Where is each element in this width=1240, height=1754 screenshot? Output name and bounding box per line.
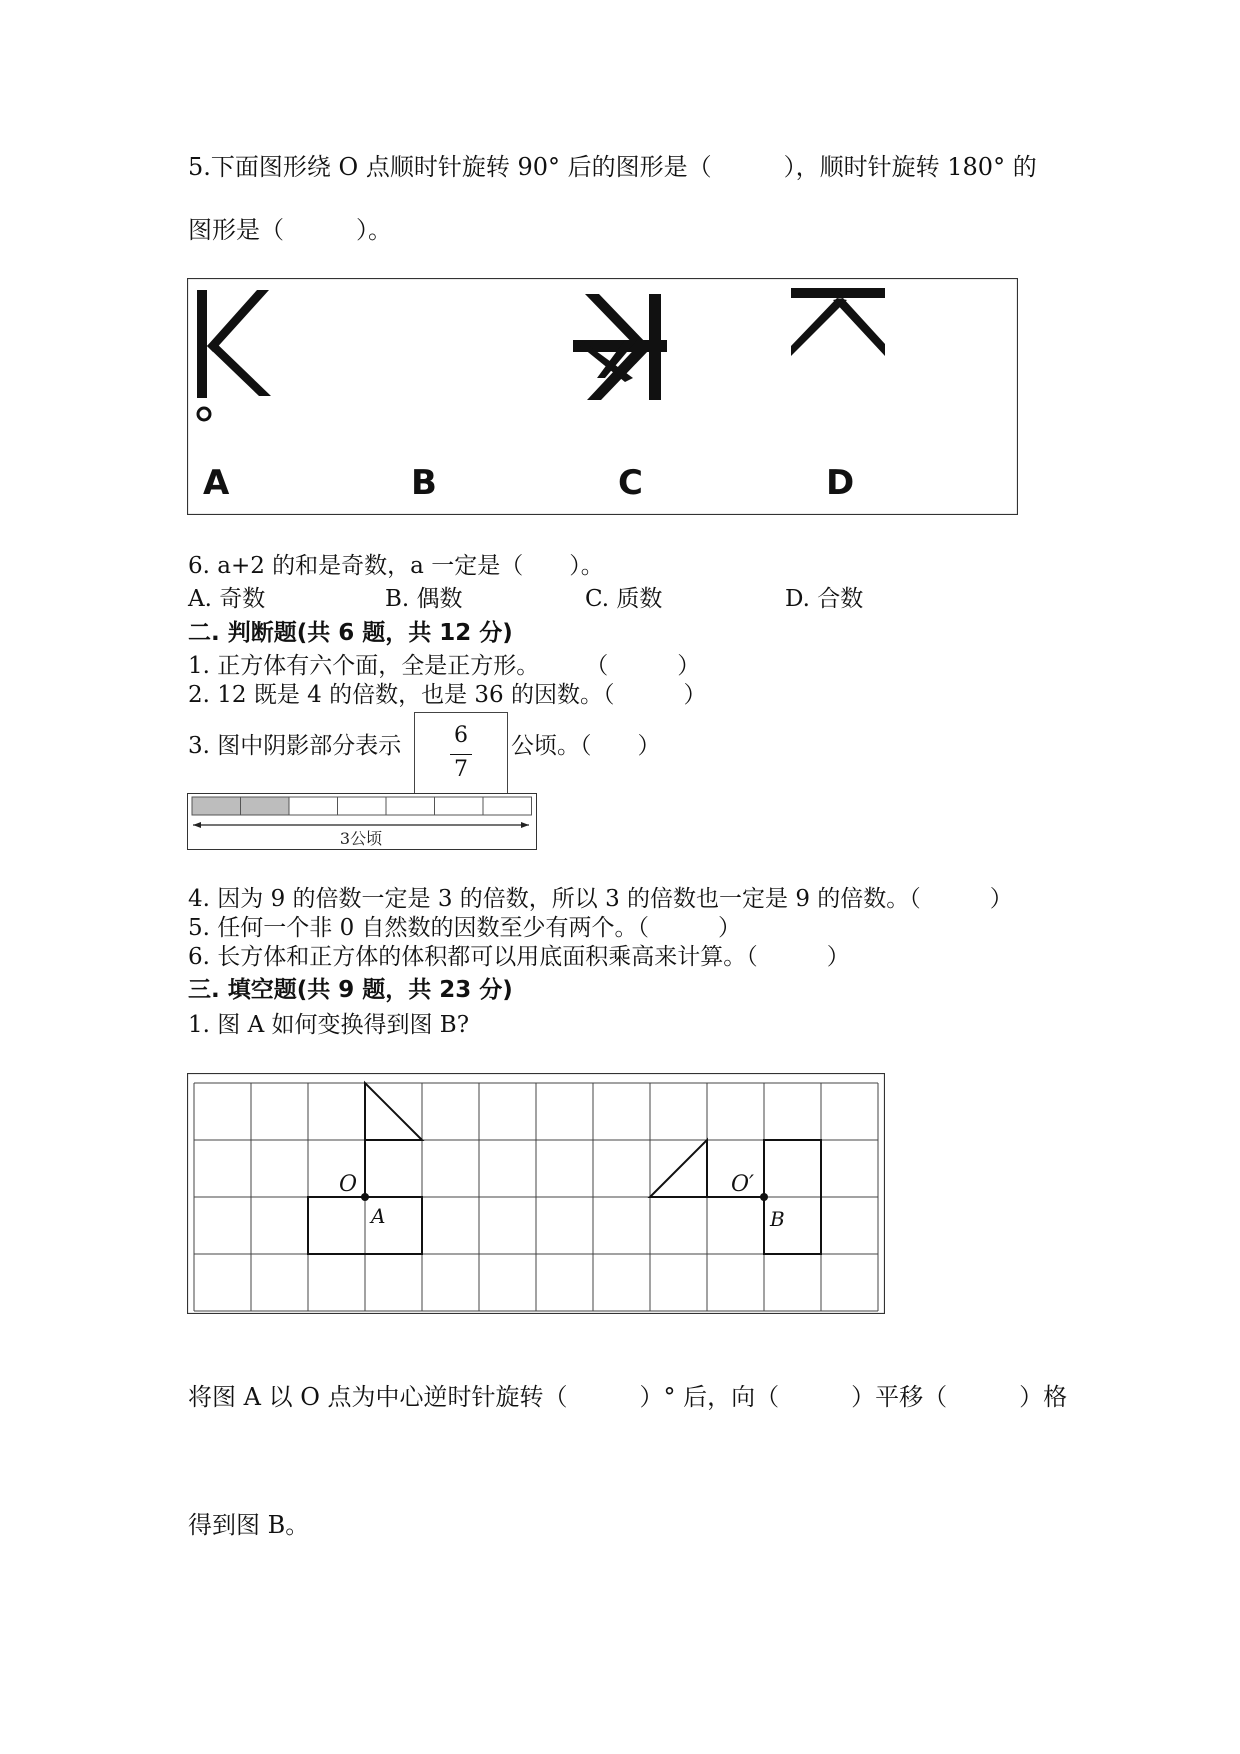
fraction-bar (450, 754, 472, 755)
q6-option-a: A. 奇数 (188, 586, 266, 612)
s2-q5: 5. 任何一个非 0 自然数的因数至少有两个。（ ） (188, 915, 742, 941)
empty-cell (435, 797, 484, 815)
q6-stem: 6. a+2 的和是奇数，a 一定是（ ）。 (188, 553, 604, 579)
fraction-numerator: 6 (454, 723, 468, 748)
q5-stem-line1: 5.下面图形绕 O 点顺时针旋转 90° 后的图形是（ ），顺时针旋转 180° 的 (188, 153, 1037, 181)
fraction-box (414, 712, 508, 794)
s2-q1: 1. 正方体有六个面，全是正方形。 （ ） (188, 653, 701, 679)
section3-heading: 三. 填空题(共 9 题，共 23 分) (188, 977, 513, 1003)
q6-option-c: C. 质数 (585, 586, 663, 612)
fraction-denominator: 7 (454, 757, 468, 782)
s2-q6: 6. 长方体和正方体的体积都可以用底面积乘高来计算。（ ） (188, 944, 850, 970)
point-o-prime (760, 1193, 768, 1201)
hectare-bar-figure (187, 793, 537, 850)
label-o: O (339, 1172, 358, 1197)
s3-q1-answer-line1: 将图 A 以 O 点为中心逆时针旋转（ ）° 后，向（ ）平移（ ）格 (188, 1383, 1068, 1411)
s3-q1: 1. 图 A 如何变换得到图 B? (188, 1012, 470, 1038)
option-label-c: C (618, 463, 643, 503)
option-label-d: D (826, 463, 855, 503)
q5-rotation-figure (187, 278, 1018, 515)
measure-label: 3公顷 (339, 829, 383, 848)
s2-q4: 4. 因为 9 的倍数一定是 3 的倍数，所以 3 的倍数也一定是 9 的倍数。（ ） (188, 886, 1013, 912)
s2-q2: 2. 12 既是 4 的倍数，也是 36 的因数。（ ） (188, 682, 707, 708)
label-a: A (371, 1204, 386, 1228)
shaded-cell (192, 797, 241, 815)
q6-options (188, 584, 988, 614)
point-o (361, 1193, 369, 1201)
empty-cell (338, 797, 387, 815)
empty-cell (386, 797, 435, 815)
q6-option-b: B. 偶数 (385, 586, 463, 612)
option-label-b: B (411, 463, 437, 503)
option-label-a: A (203, 463, 230, 503)
empty-cell (289, 797, 338, 815)
s3-q1-answer-line2: 得到图 B。 (188, 1511, 310, 1539)
label-b: B (770, 1207, 785, 1231)
section2-heading: 二. 判断题(共 6 题，共 12 分) (188, 620, 513, 646)
q6-option-d: D. 合数 (785, 586, 864, 612)
shaded-cell (241, 797, 290, 815)
empty-cell (483, 797, 532, 815)
s2-q3-before: 3. 图中阴影部分表示 (188, 733, 402, 759)
label-o-prime: O′ (731, 1172, 755, 1197)
s2-q3-after: 公顷。（ ） (511, 733, 661, 759)
hectare-cells (192, 797, 532, 815)
transform-grid-figure (187, 1073, 885, 1314)
q5-stem-line2: 图形是（ ）。 (188, 216, 392, 244)
